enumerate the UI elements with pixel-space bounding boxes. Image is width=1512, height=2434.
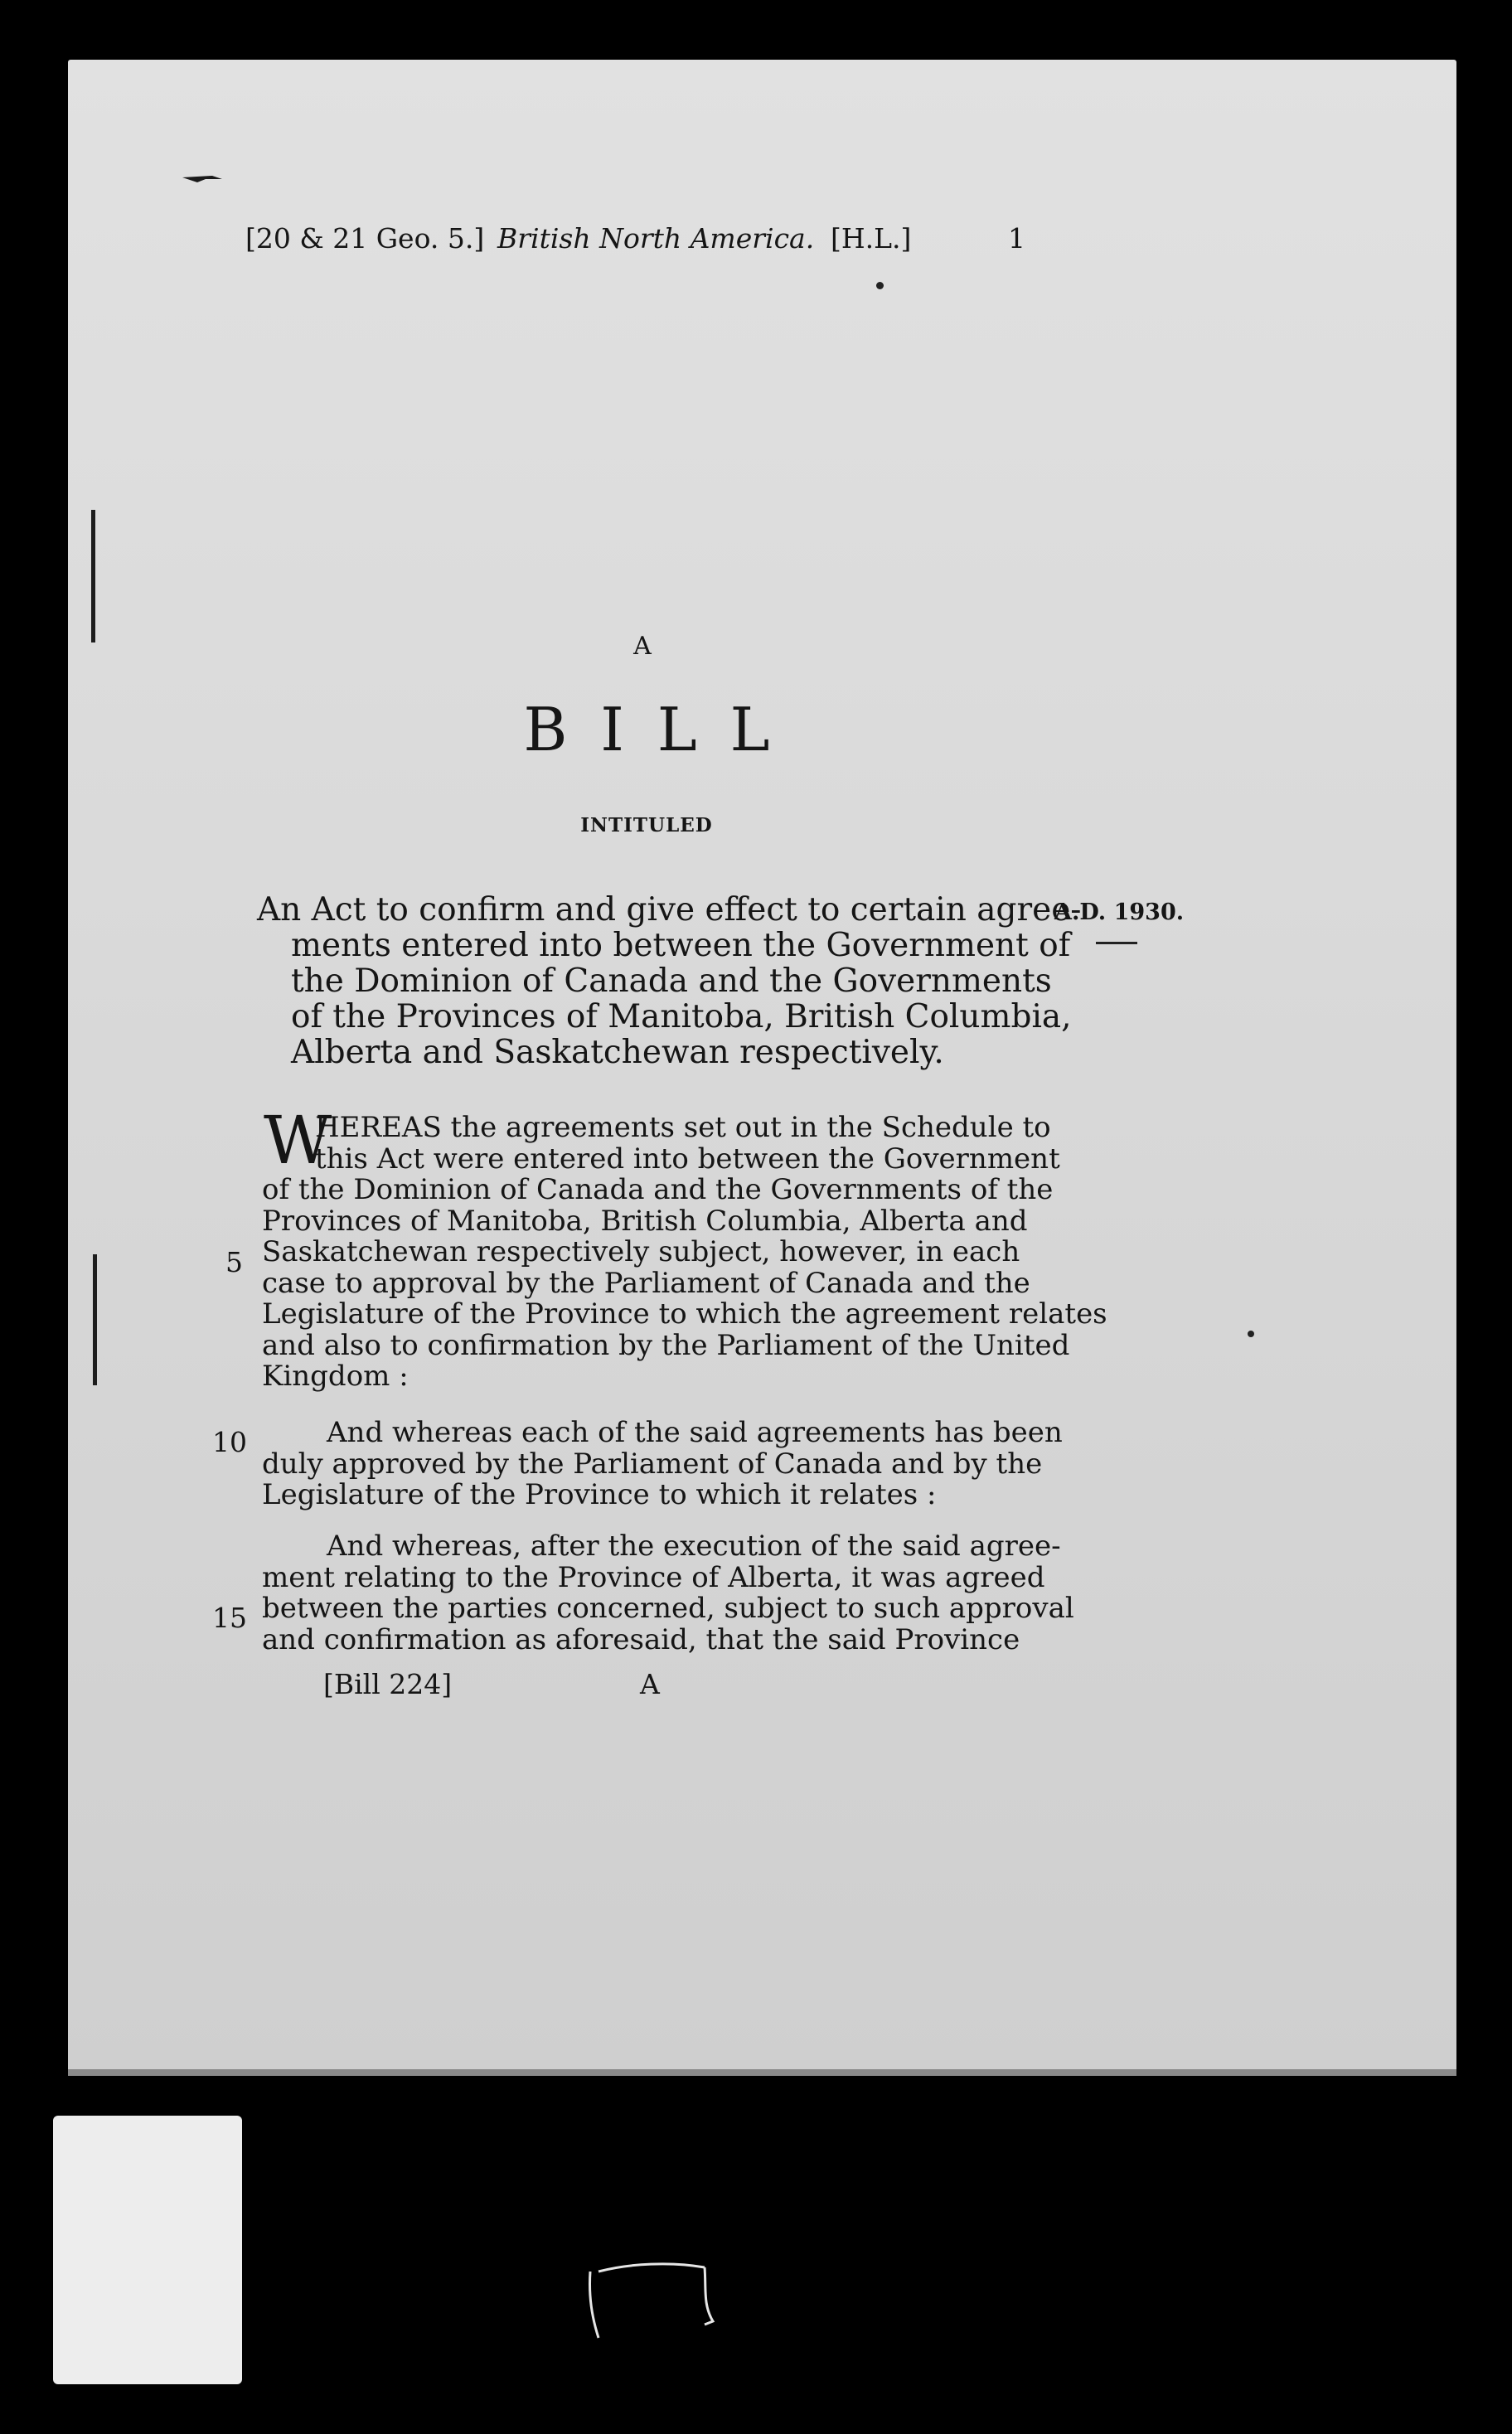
text-line: between the parties concerned, subject to such approval [262,1592,1074,1625]
preamble-paragraph-3 [262,1530,1074,1656]
text-line: Saskatchewan respectively subject, however, in each [262,1235,1020,1268]
line-number: 10 [212,1426,247,1458]
page-number: 1 [1008,222,1025,255]
regnal-reference: [20 & 21 Geo. 5.] [245,222,485,255]
intituled-label: INTITULED [580,814,713,836]
long-title-line: the Dominion of Canada and the Governments [291,962,1052,1000]
preamble-paragraph-1 [262,1111,1107,1393]
long-title-line: of the Provinces of Manitoba, British Columbia, [291,998,1072,1035]
text-line: Provinces of Manitoba, British Columbia, Alberta and [262,1204,1028,1238]
text-line: of the Dominion of Canada and the Governments of the [262,1173,1054,1206]
text-line: HEREAS the agreements set out in the Schedule to [315,1111,1051,1144]
line-number: 5 [225,1246,243,1278]
text-line: and confirmation as aforesaid, that the said Province [262,1622,1020,1656]
signature-mark: A [640,1668,660,1700]
text-line: And whereas each of the said agreements has been [327,1416,1063,1449]
running-header [245,222,1074,264]
long-title-line: Alberta and Saskatchewan respectively. [291,1034,944,1071]
short-title: British North America. [497,222,815,255]
text-line: case to approval by the Parliament of Canada and the [262,1266,1030,1300]
ink-dot [1248,1331,1254,1337]
text-line: Legislature of the Province to which the agreement relates [262,1297,1107,1331]
ink-dot [876,282,884,289]
line-number: 15 [212,1602,247,1634]
text-line: and also to confirmation by the Parliament of the United [262,1328,1070,1362]
text-line: ment relating to the Province of Alberta, it was agreed [262,1560,1045,1594]
long-title-line: An Act to confirm and give effect to certain agree- [257,891,1082,929]
text-line: Legislature of the Province to which it relates : [262,1478,937,1511]
pen-mark-icon [181,171,224,184]
long-title-line: ments entered into between the Government of [291,927,1071,964]
long-title [257,891,1082,1071]
text-line: Kingdom : [262,1360,409,1393]
scratch-mark-icon [580,2238,729,2346]
preamble-paragraph-2 [262,1416,1063,1511]
margin-rule [91,510,95,642]
bill-heading: BILL [523,695,803,764]
margin-dash [1096,942,1137,944]
bill-number: [Bill 224] [323,1668,453,1700]
text-line: And whereas, after the execution of the said agree- [327,1530,1061,1563]
text-line: duly approved by the Parliament of Canada and by the [262,1447,1043,1481]
drop-cap: W [264,1102,332,1179]
text-line: this Act were entered into between the Government [315,1142,1060,1176]
article-a: A [633,632,652,661]
page-edge [68,2069,1456,2076]
house-marker: [H.L.] [831,222,912,255]
film-label-card [53,2116,242,2384]
year-margin-note: A.D. 1930. [1054,899,1185,925]
margin-rule [93,1254,97,1385]
